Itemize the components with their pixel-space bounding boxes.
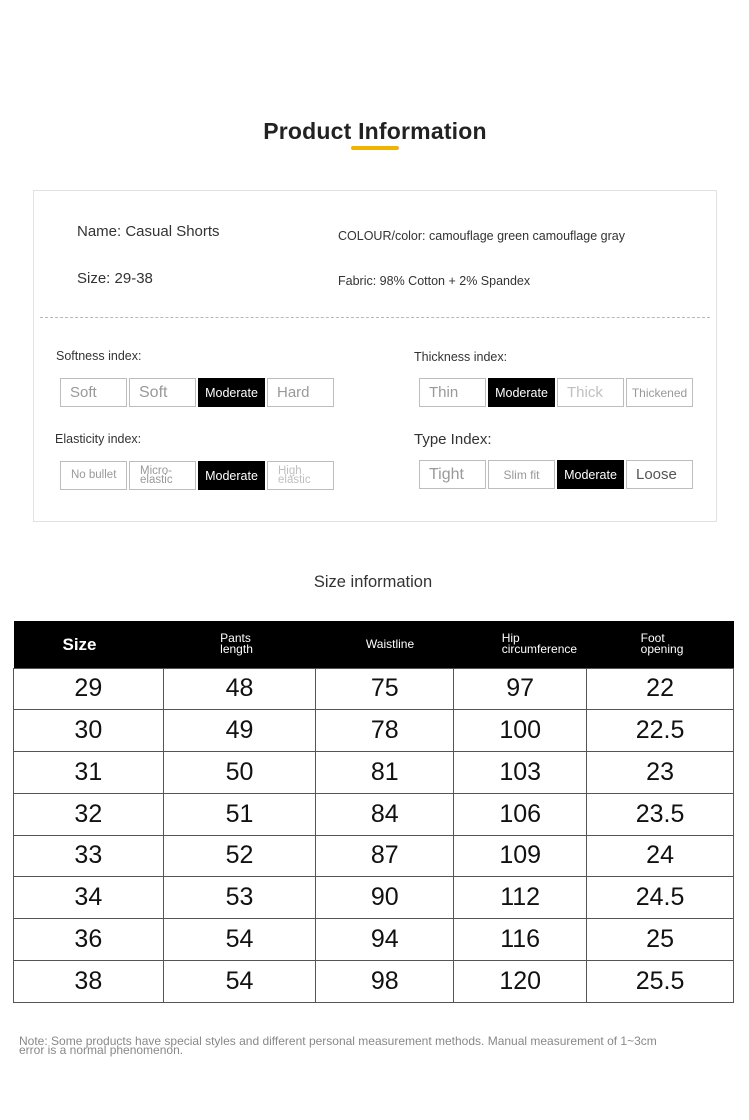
cell-pants-length: 48 <box>163 668 316 710</box>
cell-waistline: 84 <box>316 793 454 835</box>
product-colour: COLOUR/color: camouflage green camouflage gray <box>338 229 625 243</box>
header-pants-length-text: Pants length <box>220 631 253 657</box>
cell-hip: 116 <box>454 919 587 961</box>
product-fabric: Fabric: 98% Cotton + 2% Spandex <box>338 274 531 288</box>
cell-hip: 120 <box>454 960 587 1002</box>
table-row <box>14 668 734 710</box>
type-option-moderate: Moderate <box>557 460 624 489</box>
cell-waistline: 87 <box>316 835 454 877</box>
size-info-heading: Size information <box>313 573 433 591</box>
header-waistline: Waistline <box>316 621 454 668</box>
measurement-note: Note: Some products have special styles and different personal measurement methods. Manual measurement of 1~3cm error is a normal phenomenon. <box>19 1034 657 1057</box>
thickness-option-thickened: Thickened <box>626 378 693 407</box>
table-row <box>14 919 734 961</box>
cell-size: 33 <box>14 835 164 877</box>
cell-hip: 112 <box>454 877 587 919</box>
product-info-card <box>33 190 717 522</box>
product-size: Size: 29-38 <box>77 270 153 287</box>
table-row <box>14 752 734 794</box>
type-option-tight: Tight <box>419 460 486 489</box>
cell-waistline: 75 <box>316 668 454 710</box>
softness-option-moderate: Moderate <box>198 378 265 407</box>
cell-size: 32 <box>14 793 164 835</box>
cell-size: 36 <box>14 919 164 961</box>
header-pants-length <box>163 621 316 668</box>
header-foot-opening-text: Foot opening <box>640 631 684 657</box>
title-underline <box>351 146 399 150</box>
header-hip-circumference <box>454 621 587 668</box>
cell-hip: 103 <box>454 752 587 794</box>
cell-foot-opening: 24 <box>587 835 734 877</box>
cell-pants-length: 54 <box>163 919 316 961</box>
cell-size: 38 <box>14 960 164 1002</box>
cell-waistline: 94 <box>316 919 454 961</box>
cell-foot-opening: 22.5 <box>587 710 734 752</box>
cell-waistline: 98 <box>316 960 454 1002</box>
elasticity-option-high-elastic: High elastic <box>267 461 334 490</box>
cell-pants-length: 53 <box>163 877 316 919</box>
elasticity-index-scale <box>60 461 334 490</box>
type-option-loose: Loose <box>626 460 693 489</box>
cell-waistline: 90 <box>316 877 454 919</box>
type-index-label: Type Index: <box>414 431 492 448</box>
softness-index-scale <box>60 378 334 407</box>
cell-foot-opening: 23 <box>587 752 734 794</box>
table-row <box>14 710 734 752</box>
softness-option-soft-2: Soft <box>129 378 196 407</box>
cell-foot-opening: 25.5 <box>587 960 734 1002</box>
table-row <box>14 877 734 919</box>
cell-size: 30 <box>14 710 164 752</box>
cell-hip: 106 <box>454 793 587 835</box>
thickness-option-moderate: Moderate <box>488 378 555 407</box>
table-row <box>14 835 734 877</box>
thickness-index-label: Thickness index: <box>414 350 508 364</box>
cell-hip: 100 <box>454 710 587 752</box>
thickness-option-thick: Thick <box>557 378 624 407</box>
page-title: Product Information <box>263 118 487 144</box>
cell-size: 31 <box>14 752 164 794</box>
type-option-slim-fit: Slim fit <box>488 460 555 489</box>
cell-size: 29 <box>14 668 164 710</box>
type-index-scale <box>419 460 693 489</box>
softness-index-label: Softness index: <box>56 349 142 363</box>
elasticity-option-no-bullet: No bullet <box>60 461 127 490</box>
softness-option-soft: Soft <box>60 378 127 407</box>
cell-pants-length: 50 <box>163 752 316 794</box>
header-hip-circumference-text: Hip circumference <box>501 631 578 657</box>
elasticity-option-micro-elastic: Micro-elastic <box>129 461 196 490</box>
cell-pants-length: 49 <box>163 710 316 752</box>
table-row <box>14 960 734 1002</box>
cell-foot-opening: 22 <box>587 668 734 710</box>
cell-pants-length: 51 <box>163 793 316 835</box>
thickness-option-thin: Thin <box>419 378 486 407</box>
size-table-header <box>14 621 734 668</box>
cell-pants-length: 52 <box>163 835 316 877</box>
cell-foot-opening: 23.5 <box>587 793 734 835</box>
thickness-index-scale <box>419 378 693 407</box>
cell-hip: 109 <box>454 835 587 877</box>
cell-waistline: 78 <box>316 710 454 752</box>
dashed-divider <box>40 317 710 318</box>
softness-option-hard: Hard <box>267 378 334 407</box>
header-size: Size <box>14 621 164 668</box>
cell-size: 34 <box>14 877 164 919</box>
cell-pants-length: 54 <box>163 960 316 1002</box>
cell-foot-opening: 24.5 <box>587 877 734 919</box>
cell-hip: 97 <box>454 668 587 710</box>
elasticity-index-label: Elasticity index: <box>55 432 142 446</box>
elasticity-option-moderate: Moderate <box>198 461 265 490</box>
header-foot-opening <box>587 621 734 668</box>
product-name: Name: Casual Shorts <box>77 223 220 240</box>
cell-waistline: 81 <box>316 752 454 794</box>
size-table <box>13 621 734 1003</box>
cell-foot-opening: 25 <box>587 919 734 961</box>
table-row <box>14 793 734 835</box>
